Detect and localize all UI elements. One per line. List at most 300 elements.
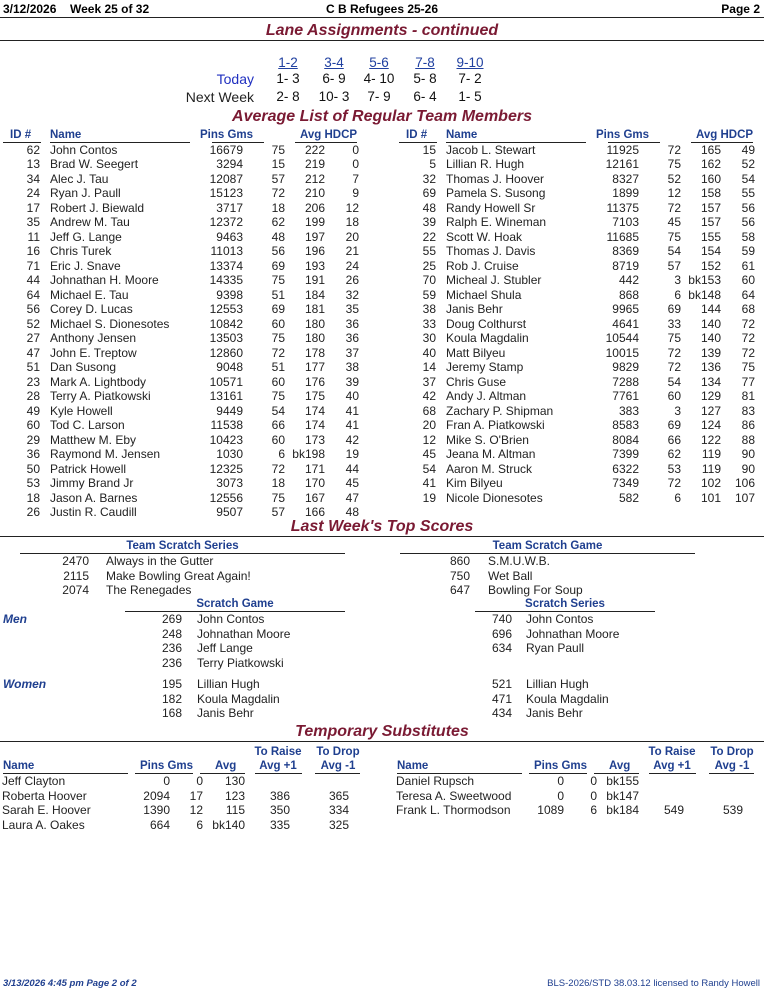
cell-avg: 124: [700, 418, 721, 433]
cell-name: Jeff G. Lange: [50, 229, 122, 244]
cell-avg: 212: [304, 171, 325, 186]
cell-gms: 69: [271, 302, 285, 317]
column-header-id: ID #: [406, 129, 428, 141]
table-row: [0, 433, 370, 448]
cell-avg: 193: [304, 258, 325, 273]
average-title: Average List of Regular Team Members: [232, 108, 532, 125]
bowler-name: Ryan Paull: [526, 641, 585, 655]
cell-gms: 48: [271, 229, 285, 244]
cell-pins: 9829: [612, 360, 639, 375]
cell-id: 48: [422, 200, 436, 215]
cell-avg: 206: [304, 200, 325, 215]
score-value: 434: [491, 706, 512, 720]
cell-name: Doug Colthurst: [446, 316, 527, 331]
cell-gms: 60: [271, 432, 285, 447]
cell-id: 64: [26, 287, 40, 302]
cell-gms: 62: [667, 447, 681, 462]
column-header-drop-sub: Avg -1: [320, 760, 356, 772]
cell-id: 45: [422, 447, 436, 462]
cell-hdcp: 24: [345, 258, 359, 273]
table-row: [0, 375, 370, 390]
cell-id: 19: [422, 490, 436, 505]
cell-avg: 197: [304, 229, 325, 244]
cell-name: Brad W. Seegert: [50, 157, 139, 172]
cell-name: Thomas J. Hoover: [446, 171, 545, 186]
cell-hdcp: 38: [345, 360, 359, 375]
cell-pins: 0: [163, 774, 170, 788]
table-row: [0, 201, 370, 216]
team-game-label: Team Scratch Game: [492, 540, 603, 552]
cell-hdcp: 59: [741, 244, 755, 259]
cell-pins: 14335: [209, 273, 243, 288]
cell-hdcp: 41: [345, 418, 359, 433]
cell-drop: 325: [328, 817, 349, 832]
header-divider: [0, 17, 764, 18]
cell-gms: 72: [271, 186, 285, 201]
subs-divider: [0, 741, 764, 742]
cell-pins: 1899: [612, 186, 639, 201]
cell-name: Teresa A. Sweetwood: [396, 788, 512, 803]
table-row: [0, 186, 370, 201]
cell-id: 16: [26, 244, 40, 259]
cell-avg: 191: [304, 273, 325, 288]
cell-pins: 12325: [209, 461, 243, 476]
cell-id: 35: [26, 215, 40, 230]
cell-id: 28: [26, 389, 40, 404]
cell-hdcp: 0: [352, 143, 359, 157]
table-row: [396, 302, 764, 317]
bowler-name: Janis Behr: [197, 706, 254, 720]
cell-hdcp: 49: [741, 143, 755, 157]
cell-name: Kyle Howell: [50, 403, 113, 418]
cell-avg: 167: [304, 490, 325, 505]
cell-id: 69: [422, 186, 436, 201]
cell-avg: 139: [700, 345, 721, 360]
cell-avg: 180: [304, 316, 325, 331]
bowler-name: Lillian Hugh: [197, 677, 260, 691]
cell-avg: bk153: [688, 273, 721, 288]
table-row: [0, 360, 370, 375]
cell-name: Andy J. Altman: [446, 389, 527, 404]
bowler-name: John Contos: [526, 612, 594, 626]
cell-pins: 12860: [209, 345, 243, 360]
cell-avg: bk198: [292, 447, 325, 462]
cell-gms: 54: [667, 374, 681, 389]
table-row: [0, 273, 370, 288]
table-row: [396, 143, 764, 158]
column-header-avg: Avg: [215, 760, 237, 772]
cell-name: Terry A. Piatkowski: [50, 389, 151, 404]
cell-gms: 75: [271, 490, 285, 505]
cell-pins: 11013: [210, 244, 243, 259]
cell-gms: 72: [271, 345, 285, 360]
table-row: [396, 418, 764, 433]
report-date: 3/12/2026: [3, 2, 57, 16]
cell-avg: 130: [224, 774, 245, 788]
cell-id: 34: [26, 171, 40, 186]
cell-name: Jeremy Stamp: [446, 360, 524, 375]
table-row: [0, 803, 370, 818]
bowler-name: Koula Magdalin: [526, 691, 609, 706]
cell-id: 68: [422, 403, 436, 418]
cell-gms: 72: [667, 360, 681, 375]
cell-hdcp: 72: [741, 331, 755, 346]
cell-name: Frank L. Thormodson: [396, 803, 511, 817]
cell-avg: 170: [304, 476, 325, 491]
cell-pins: 15123: [209, 186, 243, 201]
cell-id: 24: [26, 186, 40, 201]
bowler-name: Terry Piatkowski: [197, 655, 284, 670]
score-value: 2470: [62, 554, 89, 568]
cell-hdcp: 19: [345, 447, 359, 462]
cell-id: 70: [422, 273, 436, 288]
cell-avg: 166: [304, 505, 325, 519]
cell-avg: 123: [224, 788, 245, 803]
cell-name: Raymond M. Jensen: [50, 447, 161, 462]
cell-pins: 2094: [143, 788, 170, 803]
cell-pins: 13374: [209, 258, 243, 273]
cell-hdcp: 18: [345, 215, 359, 230]
cell-pins: 13161: [209, 389, 243, 404]
score-value: 647: [449, 583, 470, 597]
cell-pins: 4641: [612, 316, 639, 331]
cell-id: 49: [26, 403, 40, 418]
table-row: [396, 317, 764, 332]
lane-pair-header: 1-2: [278, 55, 298, 70]
cell-avg: bk140: [212, 817, 245, 832]
cell-raise: 350: [269, 803, 290, 817]
cell-pins: 7761: [612, 389, 639, 404]
cell-avg: bk147: [606, 788, 639, 803]
table-row: [396, 273, 764, 288]
cell-gms: 57: [271, 505, 285, 519]
cell-avg: 174: [304, 418, 325, 433]
table-row: [0, 447, 370, 462]
cell-name: Patrick Howell: [50, 461, 127, 476]
cell-pins: 11685: [606, 229, 639, 244]
table-row: [396, 447, 764, 462]
cell-pins: 13503: [209, 331, 243, 346]
table-row: [0, 259, 370, 274]
cell-hdcp: 40: [345, 389, 359, 404]
team-series-label: Team Scratch Series: [126, 540, 239, 552]
column-header-name: Name: [446, 129, 478, 141]
cell-name: Matthew M. Eby: [50, 432, 137, 447]
cell-hdcp: 106: [734, 476, 755, 491]
league-name: C B Refugees 25-26: [325, 2, 439, 16]
bowler-name: Johnathan Moore: [197, 626, 291, 641]
score-value: 236: [161, 641, 182, 655]
cell-hdcp: 81: [741, 389, 755, 404]
cell-name: Justin R. Caudill: [50, 505, 137, 519]
cell-pins: 9398: [216, 287, 243, 302]
cell-gms: 62: [271, 215, 285, 230]
cell-id: 13: [26, 157, 40, 172]
cell-hdcp: 20: [345, 229, 359, 244]
cell-avg: 178: [304, 345, 325, 360]
score-value: 740: [491, 612, 512, 626]
cell-gms: 3: [674, 273, 681, 288]
bowler-name: Johnathan Moore: [526, 626, 620, 641]
team-name: Make Bowling Great Again!: [106, 568, 251, 583]
cell-gms: 0: [590, 774, 597, 788]
cell-id: 50: [26, 461, 40, 476]
cell-pins: 868: [618, 287, 639, 302]
bowler-name: Koula Magdalin: [197, 691, 280, 706]
cell-hdcp: 36: [345, 331, 359, 346]
cell-gms: 75: [667, 331, 681, 346]
cell-gms: 66: [667, 432, 681, 447]
cell-hdcp: 90: [741, 461, 755, 476]
table-row: [0, 244, 370, 259]
bowler-name: John Contos: [197, 612, 265, 626]
cell-id: 20: [422, 418, 436, 433]
cell-avg: 140: [700, 331, 721, 346]
cell-gms: 75: [271, 389, 285, 404]
cell-name: Scott W. Hoak: [446, 229, 523, 244]
cell-avg: 196: [304, 244, 325, 259]
cell-avg: bk184: [606, 803, 639, 817]
cell-name: Rob J. Cruise: [446, 258, 519, 273]
cell-drop: 539: [722, 803, 743, 817]
cell-avg: 119: [701, 461, 721, 476]
cell-hdcp: 52: [741, 157, 755, 172]
lane-cell: 2- 8: [276, 89, 300, 104]
cell-gms: 72: [667, 143, 681, 157]
table-row: [396, 157, 764, 172]
cell-name: Johnathan H. Moore: [50, 273, 159, 288]
cell-id: 60: [26, 418, 40, 433]
cell-name: Chris Guse: [446, 374, 507, 389]
cell-gms: 0: [196, 774, 203, 788]
cell-hdcp: 56: [741, 215, 755, 230]
cell-avg: 154: [700, 244, 721, 259]
cell-name: Mike S. O'Brien: [446, 432, 529, 447]
cell-id: 56: [26, 302, 40, 317]
cell-name: Sarah E. Hoover: [2, 803, 91, 817]
cell-avg: 174: [304, 403, 325, 418]
team-name: Wet Ball: [488, 568, 533, 583]
cell-pins: 0: [557, 774, 564, 788]
cell-id: 15: [422, 143, 436, 157]
cell-hdcp: 35: [345, 302, 359, 317]
lane-cell: 4- 10: [363, 71, 395, 86]
cell-gms: 54: [271, 403, 285, 418]
table-row: [0, 215, 370, 230]
cell-name: Dan Susong: [50, 360, 117, 375]
cell-avg: 162: [700, 157, 721, 172]
cell-name: Corey D. Lucas: [50, 302, 133, 317]
cell-gms: 75: [271, 143, 285, 157]
lane-row-label: Today: [216, 71, 254, 87]
cell-hdcp: 32: [345, 287, 359, 302]
cell-hdcp: 83: [741, 403, 755, 418]
cell-id: 25: [422, 258, 436, 273]
cell-pins: 8369: [612, 244, 639, 259]
lane-cell: 7- 2: [458, 71, 482, 86]
bowler-name: Lillian Hugh: [526, 677, 589, 691]
cell-avg: 129: [700, 389, 721, 404]
cell-gms: 69: [667, 418, 681, 433]
cell-gms: 60: [271, 316, 285, 331]
cell-avg: 184: [304, 287, 325, 302]
table-row: [0, 389, 370, 404]
column-header-raise-sub: Avg +1: [653, 760, 691, 772]
cell-raise: 549: [663, 803, 684, 817]
table-row: [396, 172, 764, 187]
cell-avg: bk155: [606, 774, 639, 788]
column-header-raise: To Raise: [648, 746, 696, 758]
cell-name: Alec J. Tau: [50, 171, 109, 186]
cell-pins: 9048: [216, 360, 243, 375]
cell-gms: 60: [667, 389, 681, 404]
cell-avg: 157: [700, 200, 721, 215]
cell-hdcp: 88: [741, 432, 755, 447]
cell-name: Andrew M. Tau: [50, 215, 130, 230]
cell-id: 40: [422, 345, 436, 360]
cell-pins: 10015: [605, 345, 639, 360]
cell-name: John Contos: [50, 143, 118, 157]
cell-name: Jimmy Brand Jr: [50, 476, 134, 491]
cell-name: Michael E. Tau: [50, 287, 129, 302]
table-row: [0, 462, 370, 477]
cell-gms: 75: [667, 157, 681, 172]
footer-timestamp: 3/13/2026 4:45 pm Page 2 of 2: [3, 978, 137, 989]
cell-name: Ryan J. Paull: [50, 186, 121, 201]
lane-cell: 6- 9: [322, 71, 346, 86]
top-scores-title: Last Week's Top Scores: [290, 518, 474, 535]
cell-drop: 365: [328, 788, 349, 803]
lane-divider: [0, 40, 764, 41]
cell-hdcp: 37: [345, 345, 359, 360]
cell-id: 47: [26, 345, 40, 360]
cell-name: Janis Behr: [446, 302, 503, 317]
cell-pins: 10423: [209, 432, 243, 447]
cell-avg: 171: [304, 461, 325, 476]
cell-id: 32: [422, 171, 436, 186]
cell-name: Fran A. Piatkowski: [446, 418, 545, 433]
cell-avg: 144: [700, 302, 721, 317]
cell-avg: 136: [700, 360, 721, 375]
table-row: [396, 259, 764, 274]
table-row: [0, 346, 370, 361]
table-row: [396, 331, 764, 346]
cell-hdcp: 47: [345, 490, 359, 505]
score-value: 236: [161, 655, 182, 670]
table-row: [0, 172, 370, 187]
table-row: [396, 288, 764, 303]
cell-id: 26: [26, 505, 40, 519]
subs-title: Temporary Substitutes: [295, 723, 469, 740]
column-header-raise-sub: Avg +1: [259, 760, 297, 772]
cell-avg: 176: [304, 374, 325, 389]
cell-gms: 75: [271, 273, 285, 288]
column-header-id: ID #: [10, 129, 32, 141]
cell-id: 44: [26, 273, 40, 288]
cell-gms: 18: [271, 476, 285, 491]
cell-name: Daniel Rupsch: [396, 774, 475, 788]
cell-pins: 10571: [209, 374, 243, 389]
table-row: [396, 491, 764, 506]
cell-hdcp: 61: [741, 258, 755, 273]
table-row: [0, 476, 370, 491]
column-header-avg_hdcp: Avg HDCP: [300, 129, 358, 141]
score-value: 471: [491, 691, 512, 706]
cell-raise: 335: [269, 817, 290, 832]
table-row: [0, 302, 370, 317]
table-row: [396, 215, 764, 230]
lane-title: Lane Assignments - continued: [265, 22, 499, 39]
cell-name: Ralph E. Wineman: [446, 215, 547, 230]
cell-pins: 12553: [209, 302, 243, 317]
table-row: [0, 157, 370, 172]
cell-avg: 115: [225, 803, 245, 817]
cell-id: 22: [422, 229, 436, 244]
cell-hdcp: 36: [345, 316, 359, 331]
score-value: 2115: [63, 568, 89, 583]
cell-pins: 7103: [612, 215, 639, 230]
cell-pins: 10544: [605, 331, 639, 346]
men-label: Men: [3, 612, 27, 626]
cell-gms: 75: [271, 331, 285, 346]
cell-name: Thomas J. Davis: [446, 244, 536, 259]
cell-id: 54: [422, 461, 436, 476]
table-row: [396, 462, 764, 477]
cell-name: Eric J. Snave: [50, 258, 121, 273]
cell-pins: 0: [557, 788, 564, 803]
cell-avg: 160: [700, 171, 721, 186]
cell-hdcp: 58: [741, 229, 755, 244]
cell-hdcp: 72: [741, 345, 755, 360]
table-row: [0, 230, 370, 245]
cell-gms: 0: [590, 788, 597, 803]
cell-pins: 3294: [216, 157, 243, 172]
cell-gms: 45: [667, 215, 681, 230]
cell-pins: 10842: [209, 316, 243, 331]
table-row: [394, 774, 764, 789]
cell-id: 41: [422, 476, 436, 491]
table-row: [396, 201, 764, 216]
cell-hdcp: 68: [741, 302, 755, 317]
cell-name: Matt Bilyeu: [446, 345, 506, 360]
cell-hdcp: 7: [352, 171, 359, 186]
cell-gms: 33: [667, 316, 681, 331]
cell-gms: 72: [667, 200, 681, 215]
cell-avg: 175: [304, 389, 325, 404]
cell-name: Mark A. Lightbody: [50, 374, 147, 389]
cell-avg: 177: [304, 360, 325, 375]
table-row: [396, 186, 764, 201]
cell-gms: 6: [674, 490, 681, 505]
cell-name: Zachary P. Shipman: [446, 403, 554, 418]
cell-pins: 9449: [216, 403, 243, 418]
cell-id: 36: [26, 447, 40, 462]
table-row: [0, 418, 370, 433]
cell-pins: 11375: [606, 200, 639, 215]
cell-id: 39: [422, 215, 436, 230]
cell-name: Lillian R. Hugh: [446, 157, 525, 172]
cell-gms: 72: [667, 476, 681, 491]
score-value: 2074: [62, 583, 89, 597]
cell-hdcp: 9: [352, 186, 359, 201]
cell-gms: 53: [667, 461, 681, 476]
table-row: [396, 360, 764, 375]
lane-cell: 6- 4: [413, 89, 437, 104]
cell-hdcp: 90: [741, 447, 755, 462]
cell-id: 30: [422, 331, 436, 346]
column-header-pins_gms: Pins Gms: [596, 129, 650, 141]
cell-name: Kim Bilyeu: [446, 476, 503, 491]
